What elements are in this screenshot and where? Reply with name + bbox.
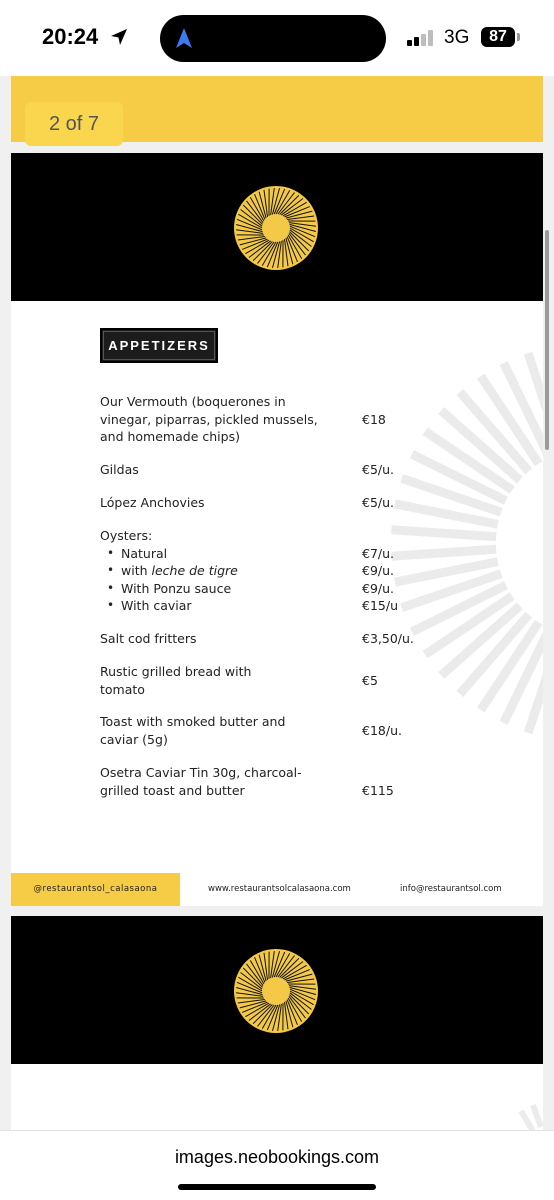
price-caviar-tin: €115	[362, 783, 394, 798]
page-indicator: 2 of 7	[25, 102, 123, 146]
bullet-icon: •	[107, 598, 115, 612]
oyster-label-italic: leche de tigre	[151, 563, 238, 578]
battery-indicator: 87	[481, 27, 515, 47]
footer-website: www.restaurantsolcalasaona.com	[208, 884, 351, 894]
footer-email: info@restaurantsol.com	[400, 884, 502, 894]
menu-item-bread: Rustic grilled bread with tomato	[100, 664, 252, 697]
price-gildas: €5/u.	[362, 462, 395, 477]
url-text[interactable]: images.neobookings.com	[174, 1147, 380, 1167]
sunburst-watermark	[511, 1101, 543, 1130]
oyster-leche-de-tigre	[121, 562, 238, 580]
document-viewer[interactable]	[0, 76, 554, 1130]
home-indicator[interactable]	[178, 1184, 376, 1190]
price-oyster-leche: €9/u.	[362, 563, 395, 578]
oyster-caviar	[121, 597, 192, 615]
price-oyster-natural: €7/u.	[362, 546, 395, 561]
status-bar	[0, 0, 554, 76]
status-time: 20:24	[42, 24, 99, 49]
next-menu-page	[11, 916, 543, 1130]
oyster-label: With caviar	[121, 598, 192, 613]
scrollbar-thumb[interactable]	[545, 230, 549, 450]
page-header	[11, 153, 543, 301]
signal-strength-icon	[407, 30, 437, 46]
sun-logo-icon	[233, 948, 319, 1034]
price-anchovies: €5/u.	[362, 495, 395, 510]
price-oyster-caviar: €15/u	[362, 598, 398, 613]
section-title: APPETIZERS	[100, 328, 218, 363]
oyster-ponzu	[121, 580, 231, 598]
price-salt-cod: €3,50/u.	[362, 631, 414, 646]
network-type: 3G	[444, 27, 470, 48]
menu-item-salt-cod: Salt cod fritters	[100, 631, 197, 646]
location-arrow-icon	[110, 28, 128, 46]
bullet-icon: •	[107, 581, 115, 595]
sun-logo-icon	[233, 185, 319, 271]
navigation-arrow-icon	[176, 28, 192, 48]
menu-item-gildas: Gildas	[100, 462, 139, 477]
menu-item-toast: Toast with smoked butter and caviar (5g)	[100, 714, 286, 747]
price-oyster-ponzu: €9/u.	[362, 581, 395, 596]
dynamic-island	[160, 15, 386, 62]
oyster-label: With Ponzu sauce	[121, 581, 232, 596]
battery-tip	[517, 33, 520, 41]
bullet-icon: •	[107, 563, 115, 577]
menu-item-caviar-tin: Osetra Caviar Tin 30g, charcoal- grilled toast and butter	[100, 765, 302, 798]
oyster-natural	[121, 545, 167, 563]
oyster-label: with	[121, 563, 152, 578]
footer-instagram-handle: @restaurantsol_calasaona	[11, 873, 180, 906]
page-header	[11, 916, 543, 1064]
oyster-label: Natural	[121, 546, 168, 561]
bullet-icon: •	[107, 546, 115, 560]
price-bread: €5	[362, 673, 378, 688]
price-vermouth: €18	[362, 412, 386, 427]
menu-item-vermouth: Our Vermouth (boquerones in vinegar, piparras, pickled mussels, and homemade chips)	[100, 394, 318, 444]
menu-item-oysters: Oysters:	[100, 528, 153, 543]
menu-page	[11, 153, 543, 906]
browser-address-bar[interactable]	[0, 1130, 554, 1200]
sunburst-watermark	[391, 333, 543, 753]
menu-item-anchovies: López Anchovies	[100, 495, 205, 510]
price-toast: €18/u.	[362, 723, 402, 738]
